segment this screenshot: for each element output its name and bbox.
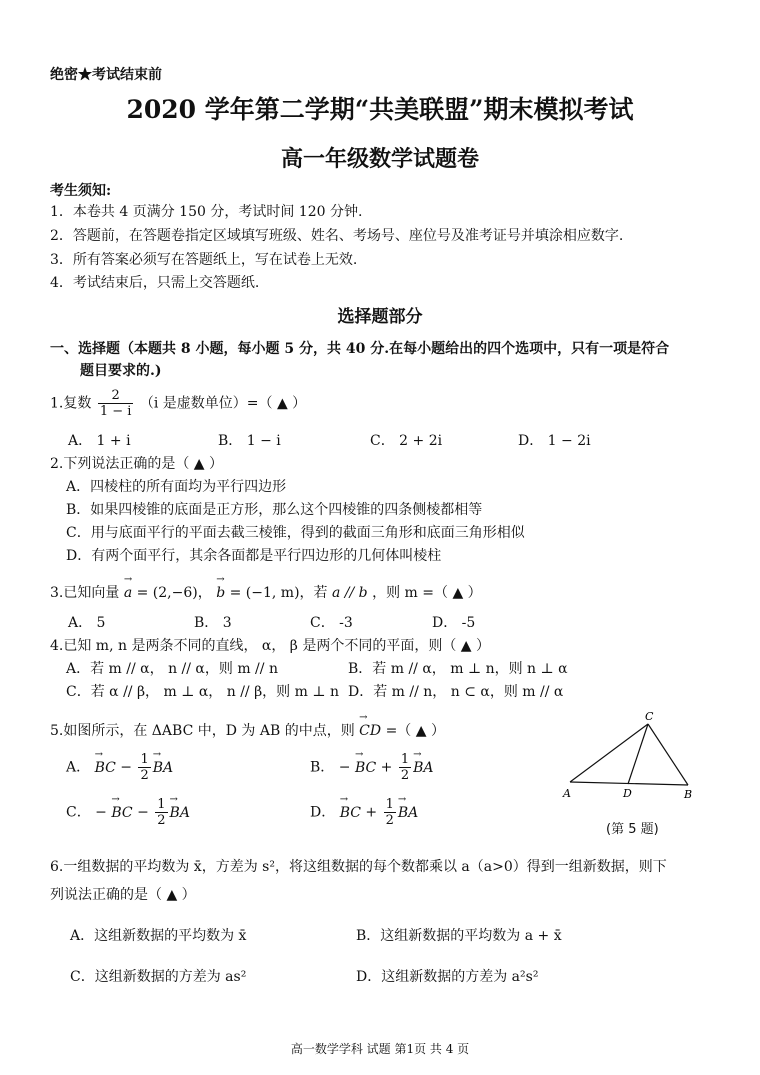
notice-item-3: 3．所有答案必须写在答题纸上，写在试卷上无效. (50, 252, 358, 268)
q3-option-c: C． -3 (310, 615, 353, 631)
q4-option-a: A．若 m // α， n // α，则 m // n (66, 661, 278, 677)
q1-denominator: 1 − i (99, 404, 132, 419)
question-6-cont: 列说法正确的是（ ▲ ） (50, 887, 196, 903)
q3-option-b: B． 3 (194, 615, 232, 631)
q3-option-d: D． -5 (432, 615, 476, 631)
q2-option-d: D．有两个面平行，其余各面都是平行四边形的几何体叫棱柱 (66, 548, 442, 564)
q3-eq-b: = (−1, m)，若 (229, 585, 332, 601)
triangle-figure (560, 710, 710, 810)
q4-option-c: C．若 α // β， m ⊥ α， n // β，则 m ⊥ n (66, 684, 339, 700)
figure-caption: (第 5 题) (606, 822, 659, 837)
label-d: D (623, 787, 632, 800)
question-4: 4.已知 m, n 是两条不同的直线， α， β 是两个不同的平面，则（ ▲ ） (50, 638, 491, 654)
q5-option-c: C． − → BC − $\frac{1}{2}$ → BA (66, 797, 190, 828)
question-1 (50, 388, 306, 419)
q3-vector-b: → b (216, 585, 225, 601)
question-2: 2.下列说法正确的是（ ▲ ） (50, 456, 224, 472)
label-c: C (645, 710, 654, 723)
label-b: B (684, 788, 693, 801)
question-5 (50, 720, 445, 740)
q3-eq-a: = (2,−6)， (136, 585, 212, 601)
q4-option-b: B．若 m // α， m ⊥ n，则 n ⊥ α (348, 661, 568, 677)
q3-option-a: A． 5 (68, 615, 106, 631)
confidential-label: 绝密★考试结束前 (50, 67, 162, 83)
q1-suffix: （i 是虚数单位）=（ ▲ ） (139, 395, 307, 412)
q2-option-c: C．用与底面平行的平面去截三棱锥，得到的截面三角形和底面三角形相似 (66, 525, 525, 541)
exam-title: 2020 学年第二学期“共美联盟”期末模拟考试 (126, 95, 634, 124)
q2-option-a: A．四棱柱的所有面均为平行四边形 (66, 479, 287, 495)
q5-option-b: B． − → BC + $\frac{1}{2}$ → BA (310, 752, 434, 783)
page-footer: 高一数学学科 试题 第1页 共 4 页 (290, 1042, 470, 1056)
q3-stem: 3.已知向量 (50, 585, 120, 601)
q3-parallel: a // b (331, 585, 368, 601)
segment-ac (570, 724, 648, 782)
q1-option-a: A． 1 + i (68, 433, 131, 449)
q6-option-c: C．这组新数据的方差为 as² (70, 969, 247, 985)
notice-item-1: 1．本卷共 4 页满分 150 分，考试时间 120 分钟. (50, 204, 363, 220)
part-instructions: 一、选择题（本题共 8 小题，每小题 5 分，共 40 分.在每小题给出的四个选项中，只有一项是符合 (50, 341, 670, 357)
q1-option-d: D． 1 − 2i (518, 433, 591, 449)
q6-option-a: A．这组新数据的平均数为 x̄ (70, 928, 247, 944)
notice-item-4: 4．考试结束后，只需上交答题纸. (50, 275, 260, 291)
q1-option-b: B． 1 − i (218, 433, 281, 449)
q3-vector-a: → a (124, 585, 132, 601)
question-6: 6.一组数据的平均数为 x̄，方差为 s²，将这组数据的每个数都乘以 a（a>0）得到一组新数据，则下 (50, 859, 667, 875)
q2-option-b: B．如果四棱锥的底面是正方形，那么这个四棱锥的四条侧棱都相等 (66, 502, 483, 518)
q5-tail: =（ ▲ ） (385, 723, 445, 739)
q1-numerator: 2 (98, 388, 134, 404)
segment-bc (648, 724, 688, 785)
question-3 (50, 582, 482, 602)
q5-option-a: A． → BC − $\frac{1}{2}$ → BA (66, 752, 173, 783)
exam-subtitle: 高一年级数学试题卷 (280, 146, 479, 172)
q6-option-d: D．这组新数据的方差为 a²s² (356, 969, 539, 985)
label-a: A (563, 787, 571, 800)
q1-fraction (98, 388, 134, 419)
q1-option-c: C． 2 + 2i (370, 433, 443, 449)
q5-vector-cd: → CD (359, 723, 381, 739)
section-title: 选择题部分 (337, 307, 423, 327)
q5-option-d: D． → BC + $\frac{1}{2}$ → BA (310, 797, 418, 828)
notice-item-2: 2．答题前，在答题卷指定区域填写班级、姓名、考场号、座位号及准考证号并填涂相应数字. (50, 228, 624, 244)
segment-cd (628, 724, 648, 784)
q1-prefix: 1.复数 (50, 395, 92, 412)
q4-option-d: D．若 m // n， n ⊂ α，则 m // α (348, 684, 564, 700)
part-instructions-cont: 题目要求的.) (80, 363, 162, 379)
q5-stem: 5.如图所示，在 ΔABC 中，D 为 AB 的中点，则 (50, 723, 355, 739)
q3-tail: ，则 m =（ ▲ ） (372, 585, 482, 601)
notice-heading: 考生须知: (50, 183, 112, 199)
q6-option-b: B．这组新数据的平均数为 a + x̄ (356, 928, 562, 944)
